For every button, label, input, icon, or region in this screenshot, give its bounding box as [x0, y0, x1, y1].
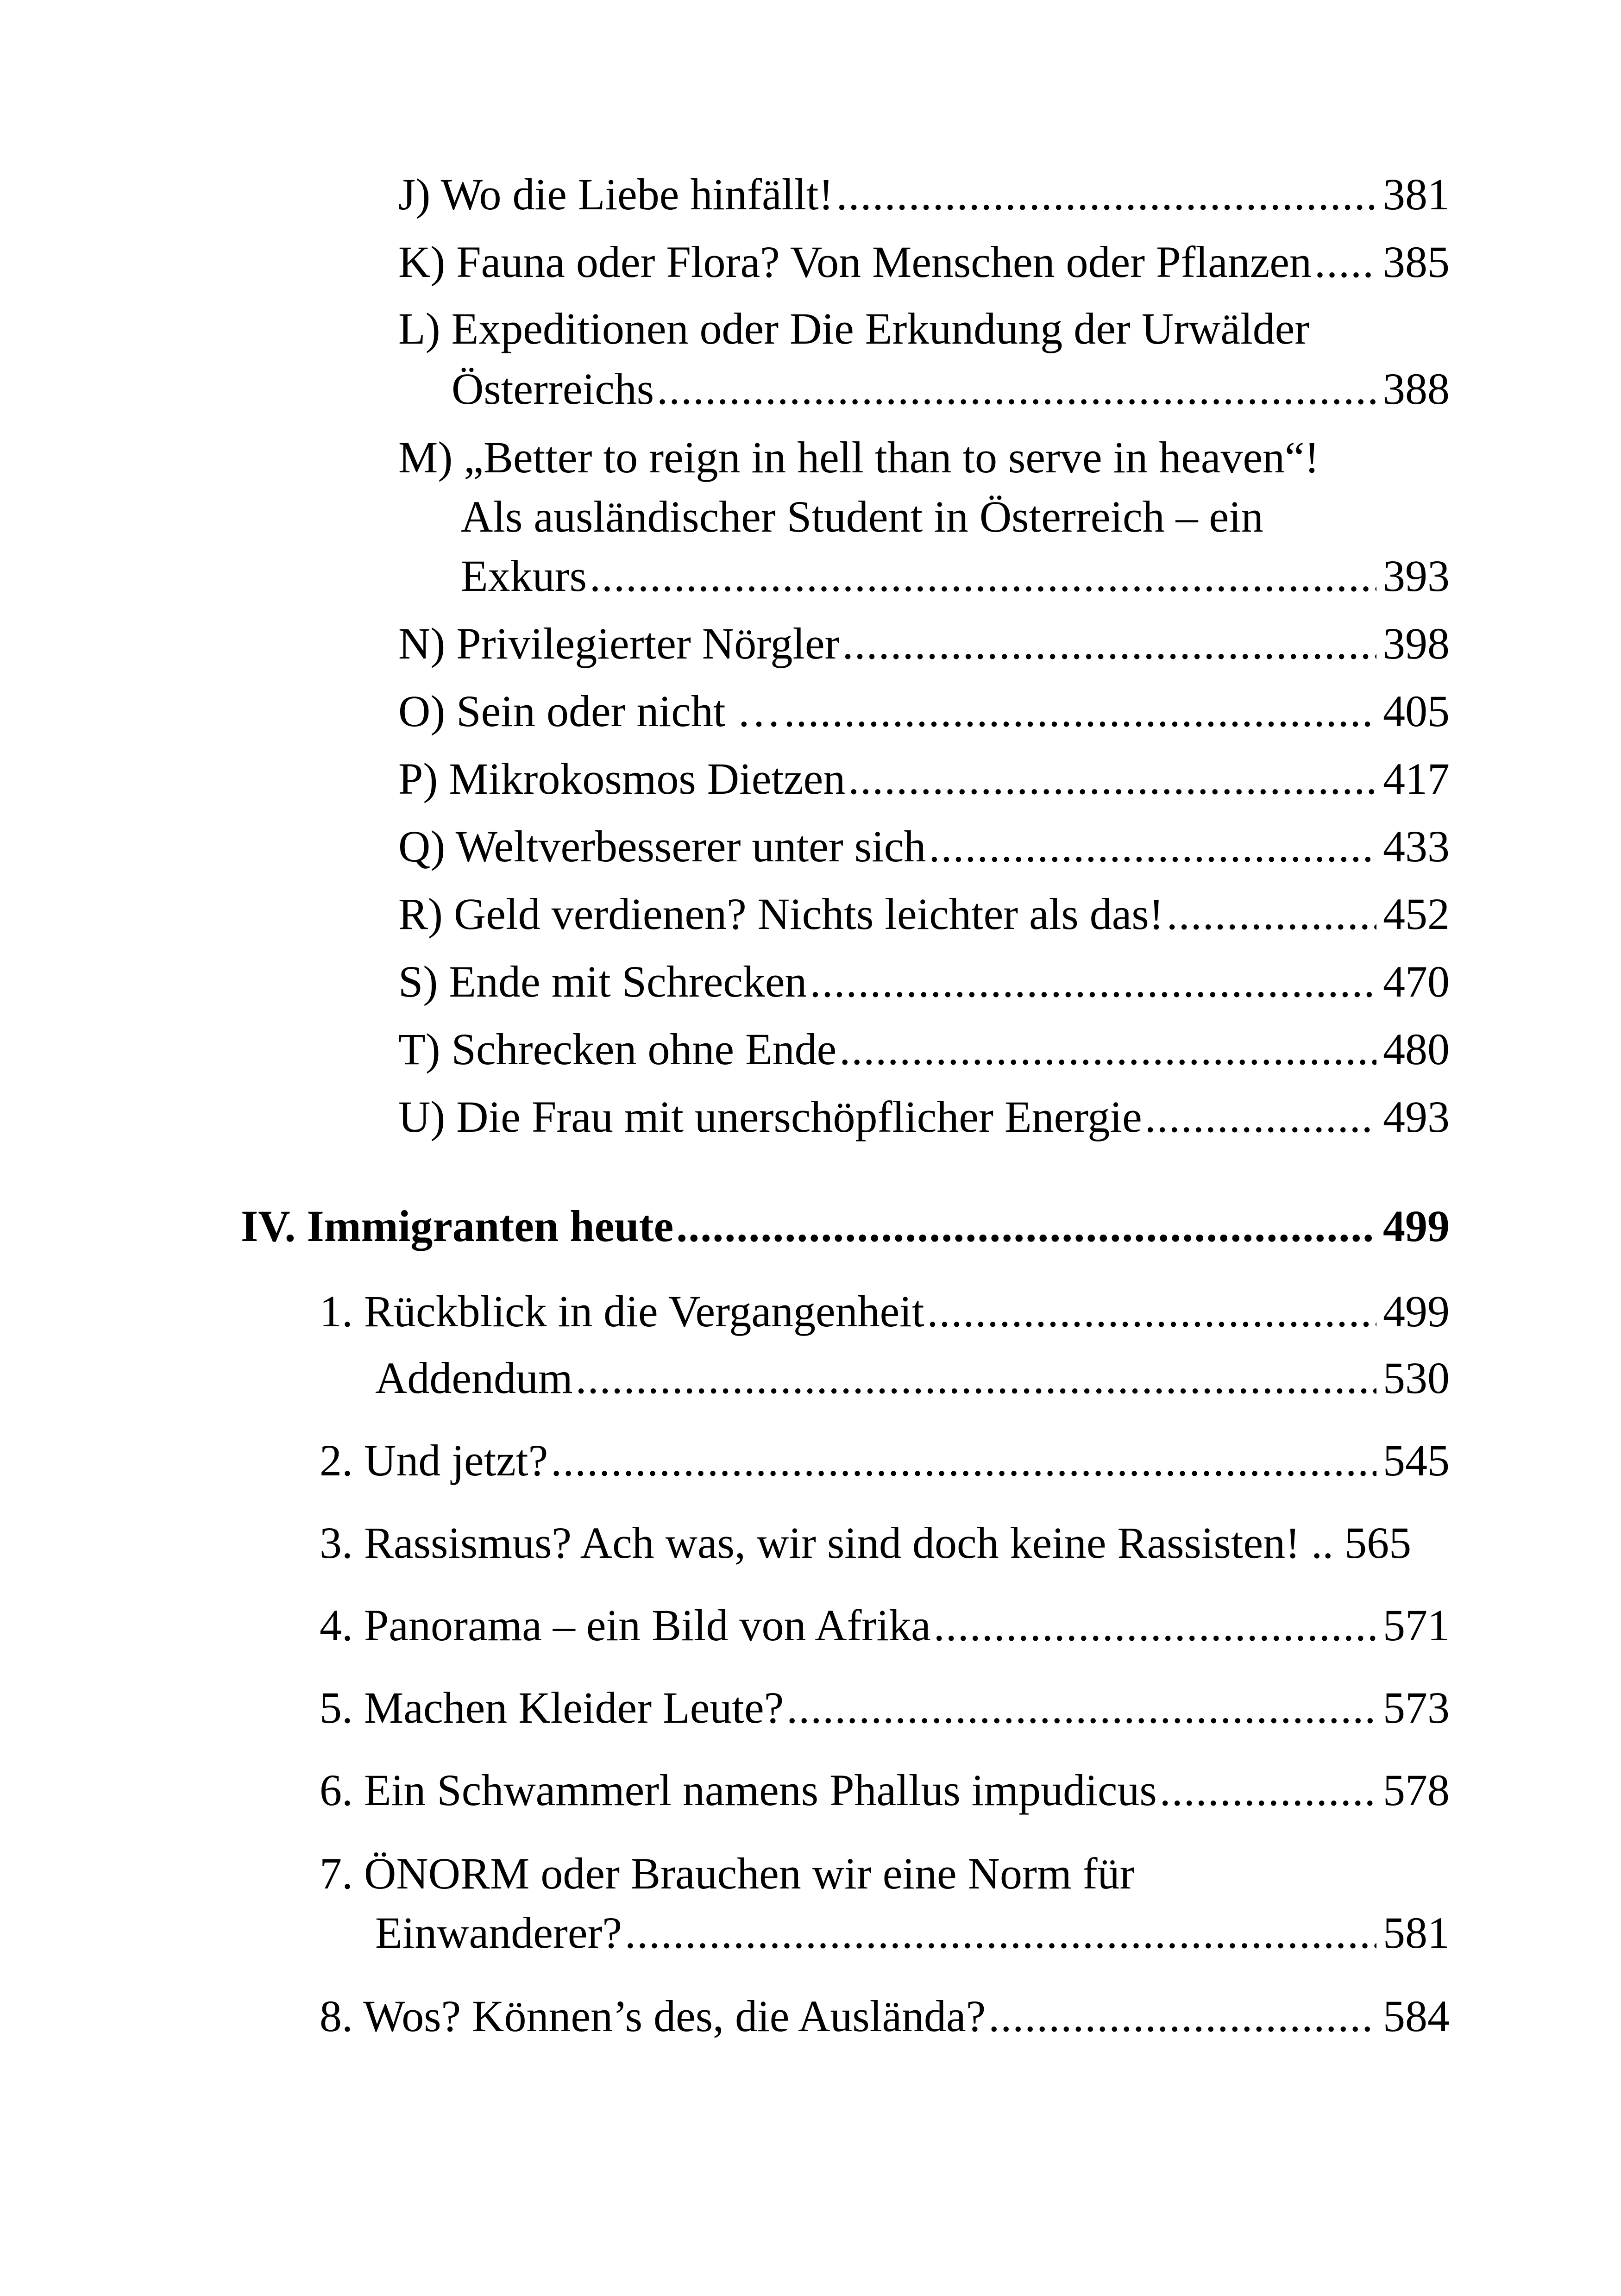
dot-leader	[1314, 235, 1376, 289]
toc-entry-label: P) Mikrokosmos Dietzen	[398, 754, 846, 803]
toc-entry-label: 8. Wos? Können’s des, die Ausländа?	[320, 1991, 986, 2041]
toc-section-1	[320, 1285, 1450, 1338]
toc-section-3	[320, 1516, 1450, 1570]
dot-leader	[590, 549, 1376, 603]
toc-page-number: 452	[1383, 889, 1450, 939]
dot-leader	[786, 1681, 1376, 1735]
toc-page-number: 493	[1383, 1092, 1450, 1142]
toc-entry-label: T) Schrecken ohne Ende	[398, 1024, 837, 1074]
toc-page-number: 388	[1383, 364, 1450, 414]
toc-entry-n	[398, 617, 1450, 671]
toc-entry-s	[398, 955, 1450, 1009]
toc-section-7-line1: 7. ÖNORM oder Brauchen wir eine Norm für	[320, 1849, 1135, 1898]
dot-leader	[842, 617, 1376, 671]
toc-page-number: 480	[1383, 1024, 1450, 1074]
dot-leader	[1145, 1090, 1376, 1144]
toc-chapter-iv	[241, 1199, 1450, 1253]
toc-section-5	[320, 1681, 1450, 1735]
toc-page-number: 393	[1383, 551, 1450, 601]
toc-page-number: 584	[1383, 1991, 1450, 2041]
toc-page-number: 433	[1383, 822, 1450, 871]
toc-page-number: 581	[1383, 1908, 1450, 1957]
toc-page-number: 381	[1383, 169, 1450, 219]
toc-section-8	[320, 1989, 1450, 2043]
dot-leader	[1167, 887, 1376, 941]
toc-entry-label: Addendum	[375, 1353, 573, 1403]
toc-entry-m	[461, 549, 1450, 603]
toc-page-number: 578	[1383, 1765, 1450, 1815]
dot-leader	[839, 1023, 1376, 1076]
dot-leader	[848, 752, 1376, 806]
toc-section-7	[375, 1906, 1450, 1960]
toc-page-number: 573	[1383, 1683, 1450, 1732]
toc-page-number: 499	[1383, 1286, 1450, 1336]
toc-chapter-label: IV. Immigranten heute	[241, 1201, 674, 1251]
toc-entry-q	[398, 820, 1450, 873]
toc-entry-label: U) Die Frau mit unerschöpflicher Energie	[398, 1092, 1142, 1142]
toc-entry-label: 3. Rassismus? Ach was, wir sind doch keine Rassisten! ..	[320, 1518, 1334, 1568]
dot-leader	[657, 362, 1376, 416]
toc-entry-label: R) Geld verdienen? Nichts leichter als das!	[398, 889, 1164, 939]
dot-leader	[836, 168, 1376, 221]
dot-leader	[988, 1989, 1376, 2043]
toc-entry-p	[398, 752, 1450, 806]
toc-entry-label: 4. Panorama – ein Bild von Afrika	[320, 1600, 931, 1650]
dot-leader	[929, 820, 1376, 873]
toc-section-4	[320, 1599, 1450, 1652]
toc-page-number: 565	[1345, 1518, 1412, 1568]
toc-entry-label: Exkurs	[461, 551, 587, 601]
toc-page-number: 545	[1383, 1436, 1450, 1485]
toc-page-number: 405	[1383, 686, 1450, 736]
dot-leader	[927, 1285, 1376, 1338]
toc-page-number: 470	[1383, 957, 1450, 1006]
toc-entry-label: 1. Rückblick in die Vergangenheit	[320, 1286, 924, 1336]
toc-page-number: 571	[1383, 1600, 1450, 1650]
toc-entry-label: 5. Machen Kleider Leute?	[320, 1683, 784, 1732]
dot-leader	[625, 1906, 1376, 1960]
toc-section-2	[320, 1434, 1450, 1487]
toc-entry-r	[398, 887, 1450, 941]
dot-leader	[810, 955, 1376, 1009]
toc-entry-label: Österreichs	[452, 364, 654, 414]
dot-leader	[1160, 1763, 1376, 1817]
toc-entry-label: 6. Ein Schwammerl namens Phallus impudicus	[320, 1765, 1157, 1815]
toc-page-number: 398	[1383, 619, 1450, 668]
toc-entry-j	[398, 168, 1450, 221]
toc-entry-label: 2. Und jetzt?	[320, 1436, 548, 1485]
dot-leader	[784, 684, 1377, 738]
toc-entry-label: N) Privilegierter Nörgler	[398, 619, 840, 668]
toc-entry-t	[398, 1023, 1450, 1076]
toc-entry-label: Einwanderer?	[375, 1908, 622, 1957]
toc-entry-m-line2: Als ausländischer Student in Österreich – ein	[461, 492, 1263, 541]
dot-leader	[551, 1434, 1376, 1487]
toc-entry-u	[398, 1090, 1450, 1144]
toc-entry-label: J) Wo die Liebe hinfällt!	[398, 169, 834, 219]
toc-page-number: 530	[1383, 1353, 1450, 1403]
toc-page-number: 385	[1383, 237, 1450, 287]
toc-entry-l-line1: L) Expeditionen oder Die Erkundung der Urwälder	[398, 304, 1310, 353]
toc-entry-l	[452, 362, 1450, 416]
toc-section-6	[320, 1763, 1450, 1817]
toc-entry-k	[398, 235, 1450, 289]
toc-entry-label: O) Sein oder nicht …	[398, 686, 781, 736]
toc-entry-m-line1: M) „Better to reign in hell than to serve in heaven“!	[398, 433, 1319, 482]
dot-leader	[934, 1599, 1376, 1652]
toc-entry-o	[398, 684, 1450, 738]
toc-section-addendum	[375, 1351, 1450, 1405]
toc-entry-label: S) Ende mit Schrecken	[398, 957, 807, 1006]
toc-entry-label: Q) Weltverbesserer unter sich	[398, 822, 926, 871]
dot-leader	[576, 1351, 1376, 1405]
toc-entry-label: K) Fauna oder Flora? Von Menschen oder Pflanzen	[398, 237, 1312, 287]
dot-leader	[676, 1199, 1376, 1253]
toc-page-number: 417	[1383, 754, 1450, 803]
toc-page-number: 499	[1383, 1201, 1450, 1251]
